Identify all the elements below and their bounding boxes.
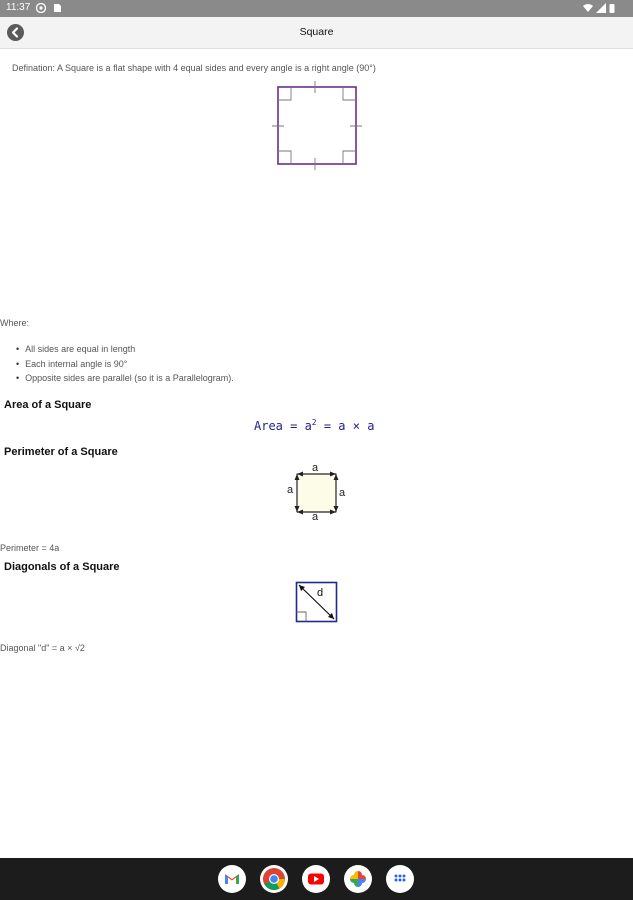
- app-drawer-icon: [386, 865, 414, 893]
- area-formula: [254, 418, 374, 433]
- list-item: • All sides are equal in length: [16, 342, 234, 357]
- side-label-top: a: [312, 462, 319, 474]
- where-label: Where:: [0, 318, 30, 328]
- gmail-app-button[interactable]: [218, 865, 246, 893]
- photos-app-button[interactable]: [344, 865, 372, 893]
- chrome-app-button[interactable]: [260, 865, 288, 893]
- page-title: Square: [299, 26, 334, 38]
- diagonal-figure: [295, 581, 339, 623]
- perimeter-heading: Perimeter of a Square: [4, 446, 118, 458]
- chrome-icon: [260, 865, 288, 893]
- status-time: 11:37: [6, 2, 31, 13]
- area-formula-exponent: 2: [311, 418, 317, 427]
- list-item: • Opposite sides are parallel (so it is a Parallelogram).: [16, 371, 234, 386]
- list-item: • Each internal angle is 90°: [16, 357, 234, 372]
- side-label-left: a: [287, 484, 294, 496]
- definition-text: Defination: A Square is a flat shape with 4 equal sides and every angle is a right angle (90°): [12, 63, 376, 73]
- battery-icon: [609, 3, 615, 13]
- wifi-icon: [583, 3, 593, 13]
- side-label-right: a: [339, 487, 346, 499]
- diagonals-heading: Diagonals of a Square: [4, 561, 120, 573]
- sd-card-icon: [52, 3, 62, 13]
- photos-icon: [344, 865, 372, 893]
- navigation-bar: [0, 858, 633, 900]
- diagonal-label: d: [317, 587, 324, 599]
- area-formula-suffix: = a × a: [316, 419, 375, 433]
- properties-list: [16, 342, 234, 386]
- diagonal-formula: Diagonal "d" = a × √2: [0, 643, 85, 653]
- perimeter-figure: [284, 462, 350, 524]
- notification-icon: [36, 3, 46, 13]
- square-figure: [270, 78, 365, 173]
- side-label-bottom: a: [312, 511, 319, 523]
- signal-icon: [596, 3, 606, 13]
- youtube-icon: [302, 865, 330, 893]
- area-heading: Area of a Square: [4, 399, 92, 411]
- area-formula-prefix: Area = a: [254, 419, 312, 433]
- status-bar: [0, 0, 633, 17]
- app-drawer-button[interactable]: [386, 865, 414, 893]
- app-bar: [0, 17, 633, 49]
- perimeter-formula: Perimeter = 4a: [0, 543, 60, 553]
- gmail-icon: [218, 865, 246, 893]
- youtube-app-button[interactable]: [302, 865, 330, 893]
